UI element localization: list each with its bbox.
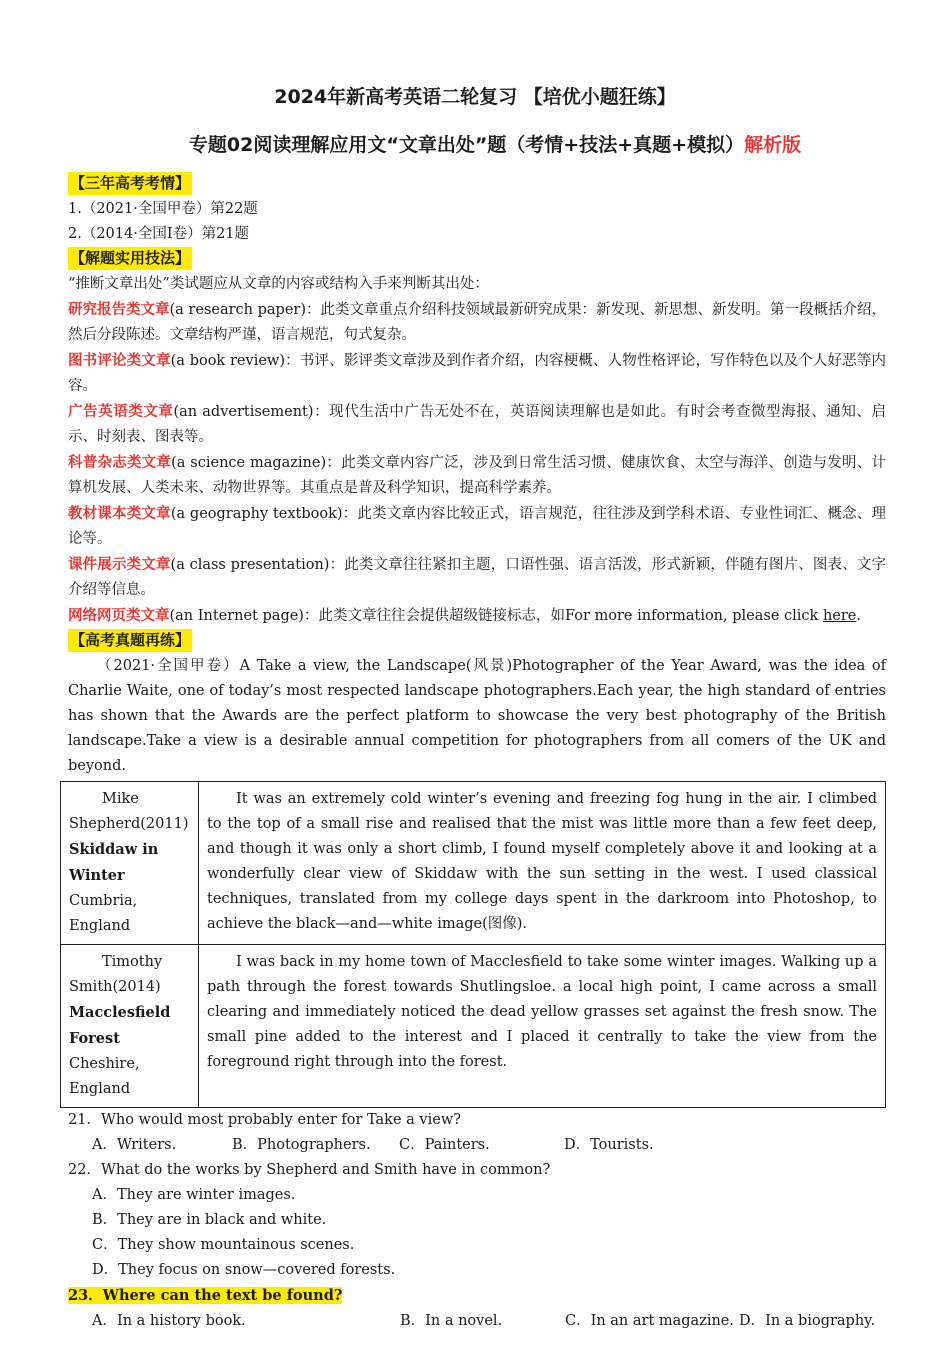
- option: B．They are in black and white.: [92, 1212, 327, 1228]
- section-label-techniques: 【解题实用技法】: [68, 247, 192, 270]
- table-row: [61, 945, 886, 1108]
- question-stem-highlighted: 23．Where can the text be found?: [68, 1287, 343, 1304]
- entry-description: [199, 945, 886, 1108]
- option: D．They focus on snow—covered forests.: [92, 1262, 396, 1278]
- trend-item: 2.（2014·全国I卷）第21题: [68, 226, 250, 242]
- tip-label: 图书评论类文章: [68, 352, 171, 369]
- photographer-year: Shepherd(2011): [69, 816, 189, 832]
- question-options: [68, 1133, 886, 1158]
- tip-label: 科普杂志类文章: [68, 454, 172, 471]
- photographer-name: Mike: [102, 791, 139, 807]
- option: C．Painters.: [399, 1137, 490, 1153]
- tip-text: (a research paper)：此类文章重点介绍科技领域最新研究成果：新发现、新思想、新发明。第一段概括介绍，然后分段陈述。文章结构严谨，语言规范，句式复杂。: [68, 302, 887, 343]
- work-title: Skiddaw in Winter: [69, 841, 159, 884]
- work-title: Macclesfield Forest: [69, 1004, 171, 1047]
- document-body: [68, 172, 886, 1334]
- tip-item: [68, 552, 886, 603]
- tip-text: (a book review)：书评、影评类文章涉及到作者介绍，内容梗概、人物性格评论，写作特色以及个人好恶等内容。: [68, 353, 886, 394]
- question-options: [68, 1309, 886, 1334]
- doc-subtitle: [0, 131, 950, 159]
- option: A．Writers.: [92, 1137, 177, 1153]
- tip-label: 教材课本类文章: [68, 505, 171, 522]
- tip-text: (a class presentation)：此类文章往往紧扣主题，口语性强、语言活泼，形式新颖，伴随有图片、图表、文字介绍等信息。: [68, 557, 887, 598]
- tip-item: [68, 450, 886, 501]
- entry-text: I was back in my home town of Macclesfield to take some winter images. Walking up a path through the forest towards Shutlingsloe. a local high point, I came across a small clearing and immediately noticed the dead yellow grasses set against the fresh snow. The small pine added to the interest and I placed it centrally to take the view from the foreground right through into the forest.: [207, 954, 877, 1070]
- entries-table: [60, 781, 886, 1108]
- photographer-name: Timothy: [102, 954, 163, 970]
- question-stem: 22．What do the works by Shepherd and Smith have in common?: [68, 1162, 551, 1178]
- work-place: Cheshire, England: [69, 1056, 140, 1097]
- tip-item: [68, 399, 886, 450]
- tip-label: 广告英语类文章: [68, 403, 174, 420]
- tip-label: 研究报告类文章: [68, 301, 170, 318]
- photographer-year: Smith(2014): [69, 979, 161, 995]
- trend-item: 1.（2021·全国甲卷）第22题: [68, 201, 258, 217]
- question-stem: 21．Who would most probably enter for Take a view?: [68, 1112, 462, 1128]
- entry-info: [61, 945, 199, 1108]
- option: A．In a history book.: [92, 1313, 246, 1329]
- section-label-trends: 【三年高考考情】: [68, 172, 192, 195]
- tip-end: .: [856, 608, 861, 624]
- subtitle-main: 专题02阅读理解应用文“文章出处”题（考情+技法+真题+模拟）: [188, 134, 745, 156]
- option: D．In a biography.: [739, 1313, 876, 1329]
- section-label-exam: 【高考真题再练】: [68, 629, 192, 652]
- entry-description: [199, 782, 886, 945]
- option: B．Photographers.: [232, 1137, 371, 1153]
- passage-intro: （2021·全国甲卷）A Take a view, the Landscape(风景)Photographer of the Year Award, was the idea of Charlie Waite, one of today’s most respected landscape photographers.Each year, the high standard of entries has shown that the Awards are the perfect platform to showcase the very best photography of the British landscape.Take a view is a desirable annual competition for photographers from all comers of the UK and beyond.: [68, 658, 886, 774]
- techniques-intro: “推断文章出处”类试题应从文章的内容或结构入手来判断其出处：: [68, 276, 489, 292]
- here-link: here: [822, 608, 857, 624]
- option: C．In an art magazine.: [565, 1313, 735, 1329]
- option: D．Tourists.: [564, 1137, 654, 1153]
- tip-text: (an Internet page)：此类文章往往会提供超级链接标志，如For more information, please click: [169, 608, 823, 624]
- tip-item: [68, 603, 886, 629]
- tip-item: [68, 348, 886, 399]
- tip-item: [68, 501, 886, 552]
- doc-title: 2024年新高考英语二轮复习 【培优小题狂练】: [274, 86, 676, 108]
- tip-label: 课件展示类文章: [68, 556, 171, 573]
- entry-info: [61, 782, 199, 945]
- option: B．In a novel.: [400, 1313, 503, 1329]
- tip-text: (a geography textbook)：此类文章内容比较正式，语言规范，往往涉及到学科术语、专业性词汇、概念、理论等。: [68, 506, 886, 547]
- work-place: Cumbria, England: [69, 893, 138, 934]
- tip-label: 网络网页类文章: [68, 607, 170, 624]
- entry-text: It was an extremely cold winter’s evening and freezing fog hung in the air. I climbed to the top of a small rise and realised that the mist was little more than a few feet deep, and though it was only a short climb, I found myself completely above it and looking at a wonderfully clear view of Skiddaw with the sun setting in the west. I used classical techniques, translated from my college days spent in the darkroom into Photoshop, to achieve the black—and—white image(图像).: [207, 791, 877, 932]
- option: C．They show mountainous scenes.: [92, 1237, 355, 1253]
- option: A．They are winter images.: [92, 1187, 296, 1203]
- table-row: [61, 782, 886, 945]
- tip-text: (a science magazine)：此类文章内容广泛，涉及到日常生活习惯、健康饮食、太空与海洋、创造与发明、计算机发展、人类未来、动物世界等。其重点是普及科学知识，提高科学素养。: [68, 455, 887, 496]
- tip-item: [68, 297, 886, 348]
- subtitle-edition-label: 解析版: [744, 134, 802, 156]
- tip-text: (an advertisement)：现代生活中广告无处不在，英语阅读理解也是如此。有时会考查微型海报、通知、启示、时刻表、图表等。: [68, 404, 886, 445]
